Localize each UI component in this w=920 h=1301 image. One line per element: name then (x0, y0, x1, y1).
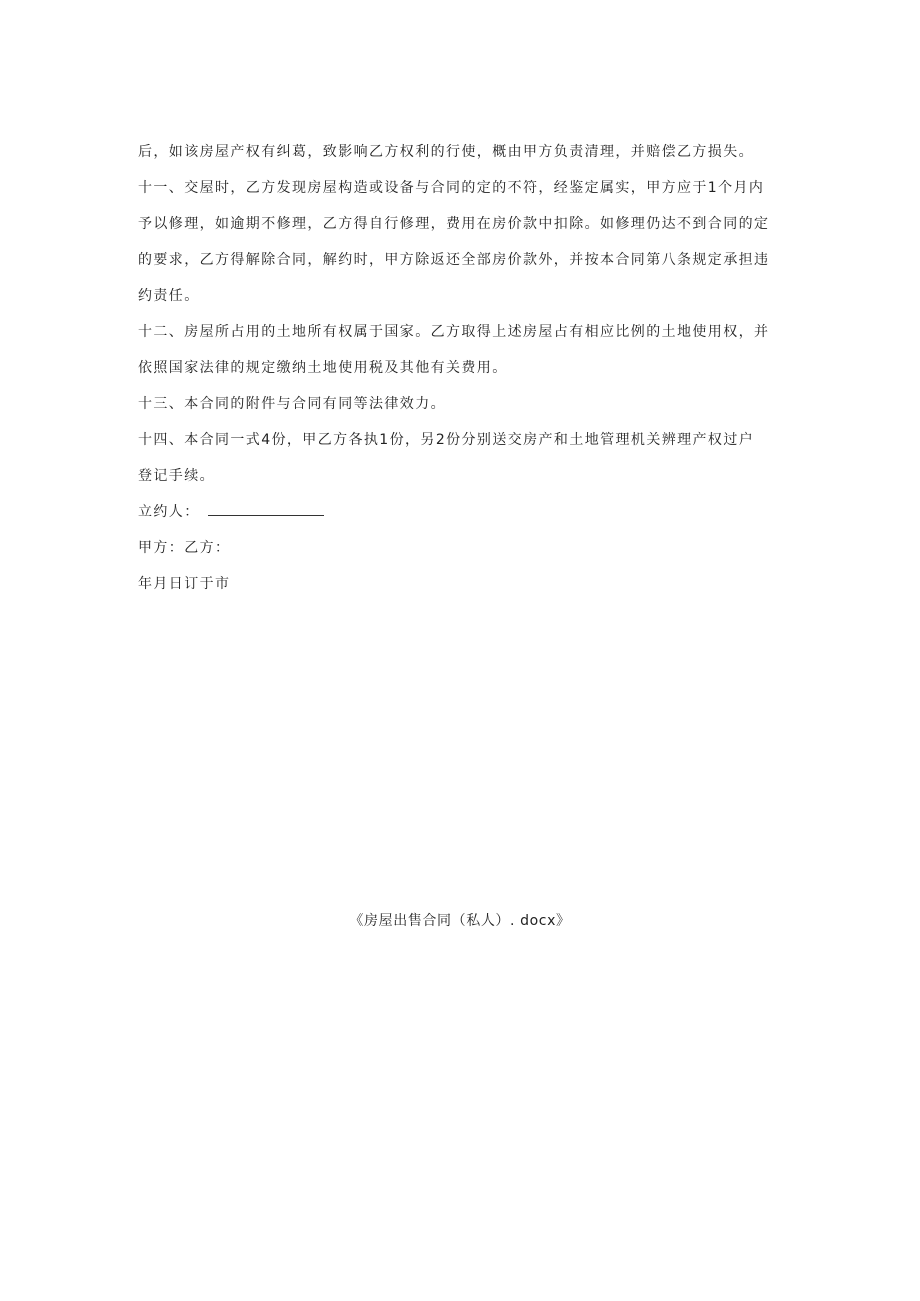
paragraph-line: 十一、交屋时，乙方发现房屋构造或设备与合同的定的不符，经鉴定属实，甲方应于1个月内 (138, 180, 765, 196)
paragraph-line: 予以修理，如逾期不修理，乙方得自行修理，费用在房价款中扣除。如修理仍达不到合同的定 (138, 216, 770, 232)
signature-blank (208, 503, 324, 516)
paragraph-line: 十四、本合同一式4份，甲乙方各执1份，另2份分别送交房产和土地管理机关辨理产权过户 (138, 432, 755, 448)
parties-line: 甲方：乙方： (138, 540, 231, 556)
paragraph-line: 后，如该房屋产权有纠葛，致影响乙方权利的行使，概由甲方负责清理，并赔偿乙方损失。 (138, 144, 754, 160)
paragraph-line: 的要求，乙方得解除合同，解约时，甲方除返还全部房价款外，并按本合同第八条规定承担违 (138, 252, 770, 268)
date-line: 年月日订于市 (138, 576, 231, 592)
contract-body (138, 134, 778, 602)
paragraph-line: 约责任。 (138, 288, 200, 304)
signer-row (138, 494, 778, 530)
paragraph-line: 依照国家法律的规定缴纳土地使用税及其他有关费用。 (138, 360, 508, 376)
paragraph-line: 十二、房屋所占用的土地所有权属于国家。乙方取得上述房屋占有相应比例的土地使用权，并 (138, 324, 770, 340)
paragraph-line: 登记手续。 (138, 468, 215, 484)
signer-label: 立约人： (138, 504, 200, 520)
document-filename: 《房屋出售合同（私人）. docx》 (349, 913, 571, 929)
paragraph-line: 十三、本合同的附件与合同有同等法律效力。 (138, 396, 446, 412)
